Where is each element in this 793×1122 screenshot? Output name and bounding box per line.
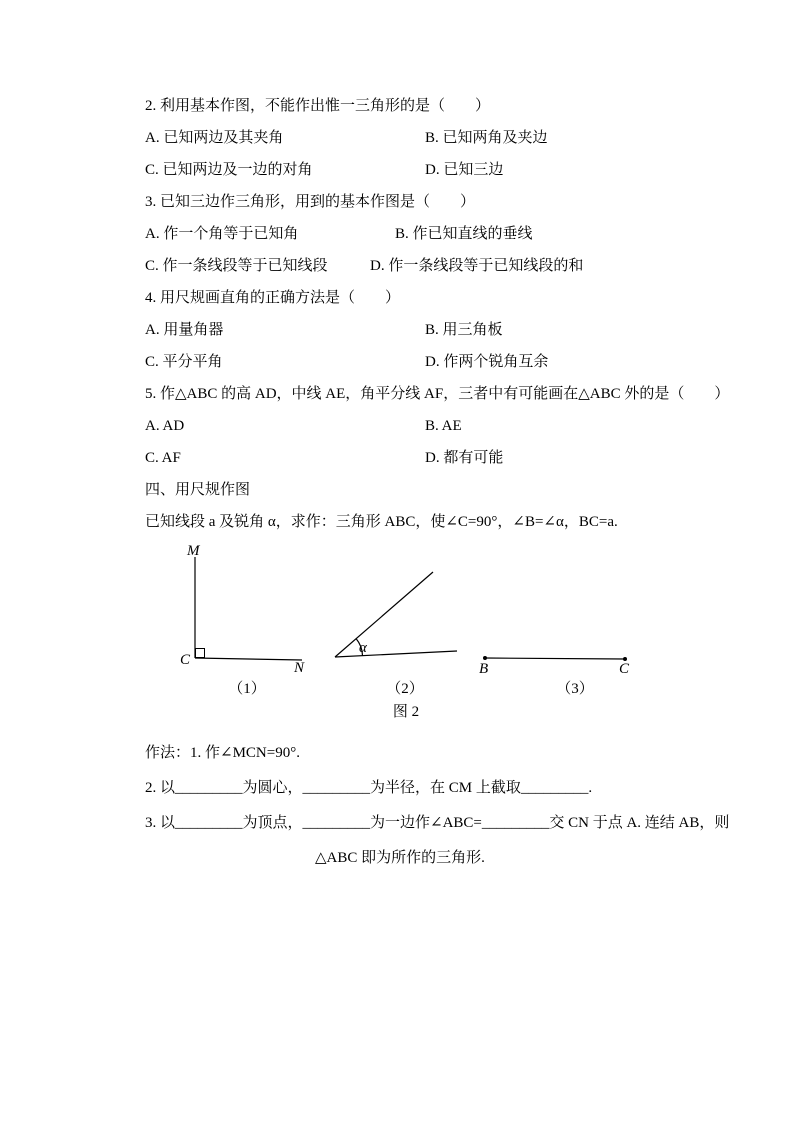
step-2: 2. 以_________为圆心，_________为半径，在 CM 上截取_________. — [145, 780, 593, 796]
question-2-options-cd — [145, 161, 667, 180]
figure-2-label-alpha: α — [359, 640, 367, 656]
question-4-options-ab — [145, 321, 667, 340]
section-heading: 四、用尺规作图 — [145, 482, 251, 498]
figure-3-label-c: C — [619, 661, 630, 677]
figure-1-caption: （1） — [228, 681, 266, 697]
q2-option-b: B. 已知两角及夹边 — [425, 130, 548, 146]
q3-option-a: A. 作一个角等于已知角 — [145, 226, 299, 242]
question-5-options-cd — [145, 449, 667, 468]
q5-option-d: D. 都有可能 — [425, 450, 504, 466]
q3-option-d: D. 作一条线段等于已知线段的和 — [370, 258, 584, 274]
q3-option-c: C. 作一条线段等于已知线段 — [145, 258, 328, 274]
construction-steps — [145, 744, 730, 868]
question-2-options-ab — [145, 129, 667, 148]
q4-option-a: A. 用量角器 — [145, 322, 224, 338]
q4-option-b: B. 用三角板 — [425, 322, 503, 338]
step-1: 作法：1. 作∠MCN=90°. — [145, 745, 300, 761]
figure-1-label-c: C — [180, 652, 191, 668]
figure-1-right-angle — [180, 545, 305, 676]
figure-1-label-m: M — [187, 545, 200, 559]
q3-option-b: B. 作已知直线的垂线 — [395, 226, 533, 242]
worksheet-content — [145, 97, 730, 884]
q5-option-a: A. AD — [145, 418, 185, 434]
figure-1-label-n: N — [294, 660, 305, 676]
q4-option-c: C. 平分平角 — [145, 354, 223, 370]
construction-figures — [145, 545, 667, 697]
q5-option-c: C. AF — [145, 450, 181, 466]
figure-3-label-b: B — [479, 661, 489, 677]
figure-2-caption: （2） — [386, 681, 424, 697]
question-5-options-ab — [145, 417, 667, 436]
question-3-options-ab — [145, 225, 667, 244]
question-4-stem: 4. 用尺规画直角的正确方法是（ ） — [145, 290, 401, 306]
q2-option-c: C. 已知两边及一边的对角 — [145, 162, 313, 178]
construction-problem-text: 已知线段 a 及锐角 α，求作：三角形 ABC，使∠C=90°，∠B=∠α，BC=a. — [145, 514, 618, 530]
question-5-stem: 5. 作△ABC 的高 AD，中线 AE，角平分线 AF，三者中有可能画在△ABC 外的是（ ） — [145, 386, 730, 402]
question-2-stem: 2. 利用基本作图，不能作出惟一三角形的是（ ） — [145, 98, 491, 114]
figure-title: 图 2 — [392, 704, 420, 720]
q2-option-d: D. 已知三边 — [425, 162, 504, 178]
q5-option-b: B. AE — [425, 418, 462, 434]
step-3: 3. 以_________为顶点，_________为一边作∠ABC=_________交 CN 于点 A. 连结 AB，则 — [145, 815, 730, 831]
figure-2-acute-angle — [335, 572, 457, 657]
question-3-stem: 3. 已知三边作三角形，用到的基本作图是（ ） — [145, 194, 476, 210]
conclusion-text: △ABC 即为所作的三角形. — [315, 850, 485, 866]
q4-option-d: D. 作两个锐角互余 — [425, 354, 549, 370]
question-4-options-cd — [145, 353, 667, 372]
question-3-options-cd — [145, 257, 667, 276]
figure-3-caption: （3） — [556, 681, 594, 697]
figure-3-segment-bc — [479, 656, 630, 677]
q2-option-a: A. 已知两边及其夹角 — [145, 130, 284, 146]
